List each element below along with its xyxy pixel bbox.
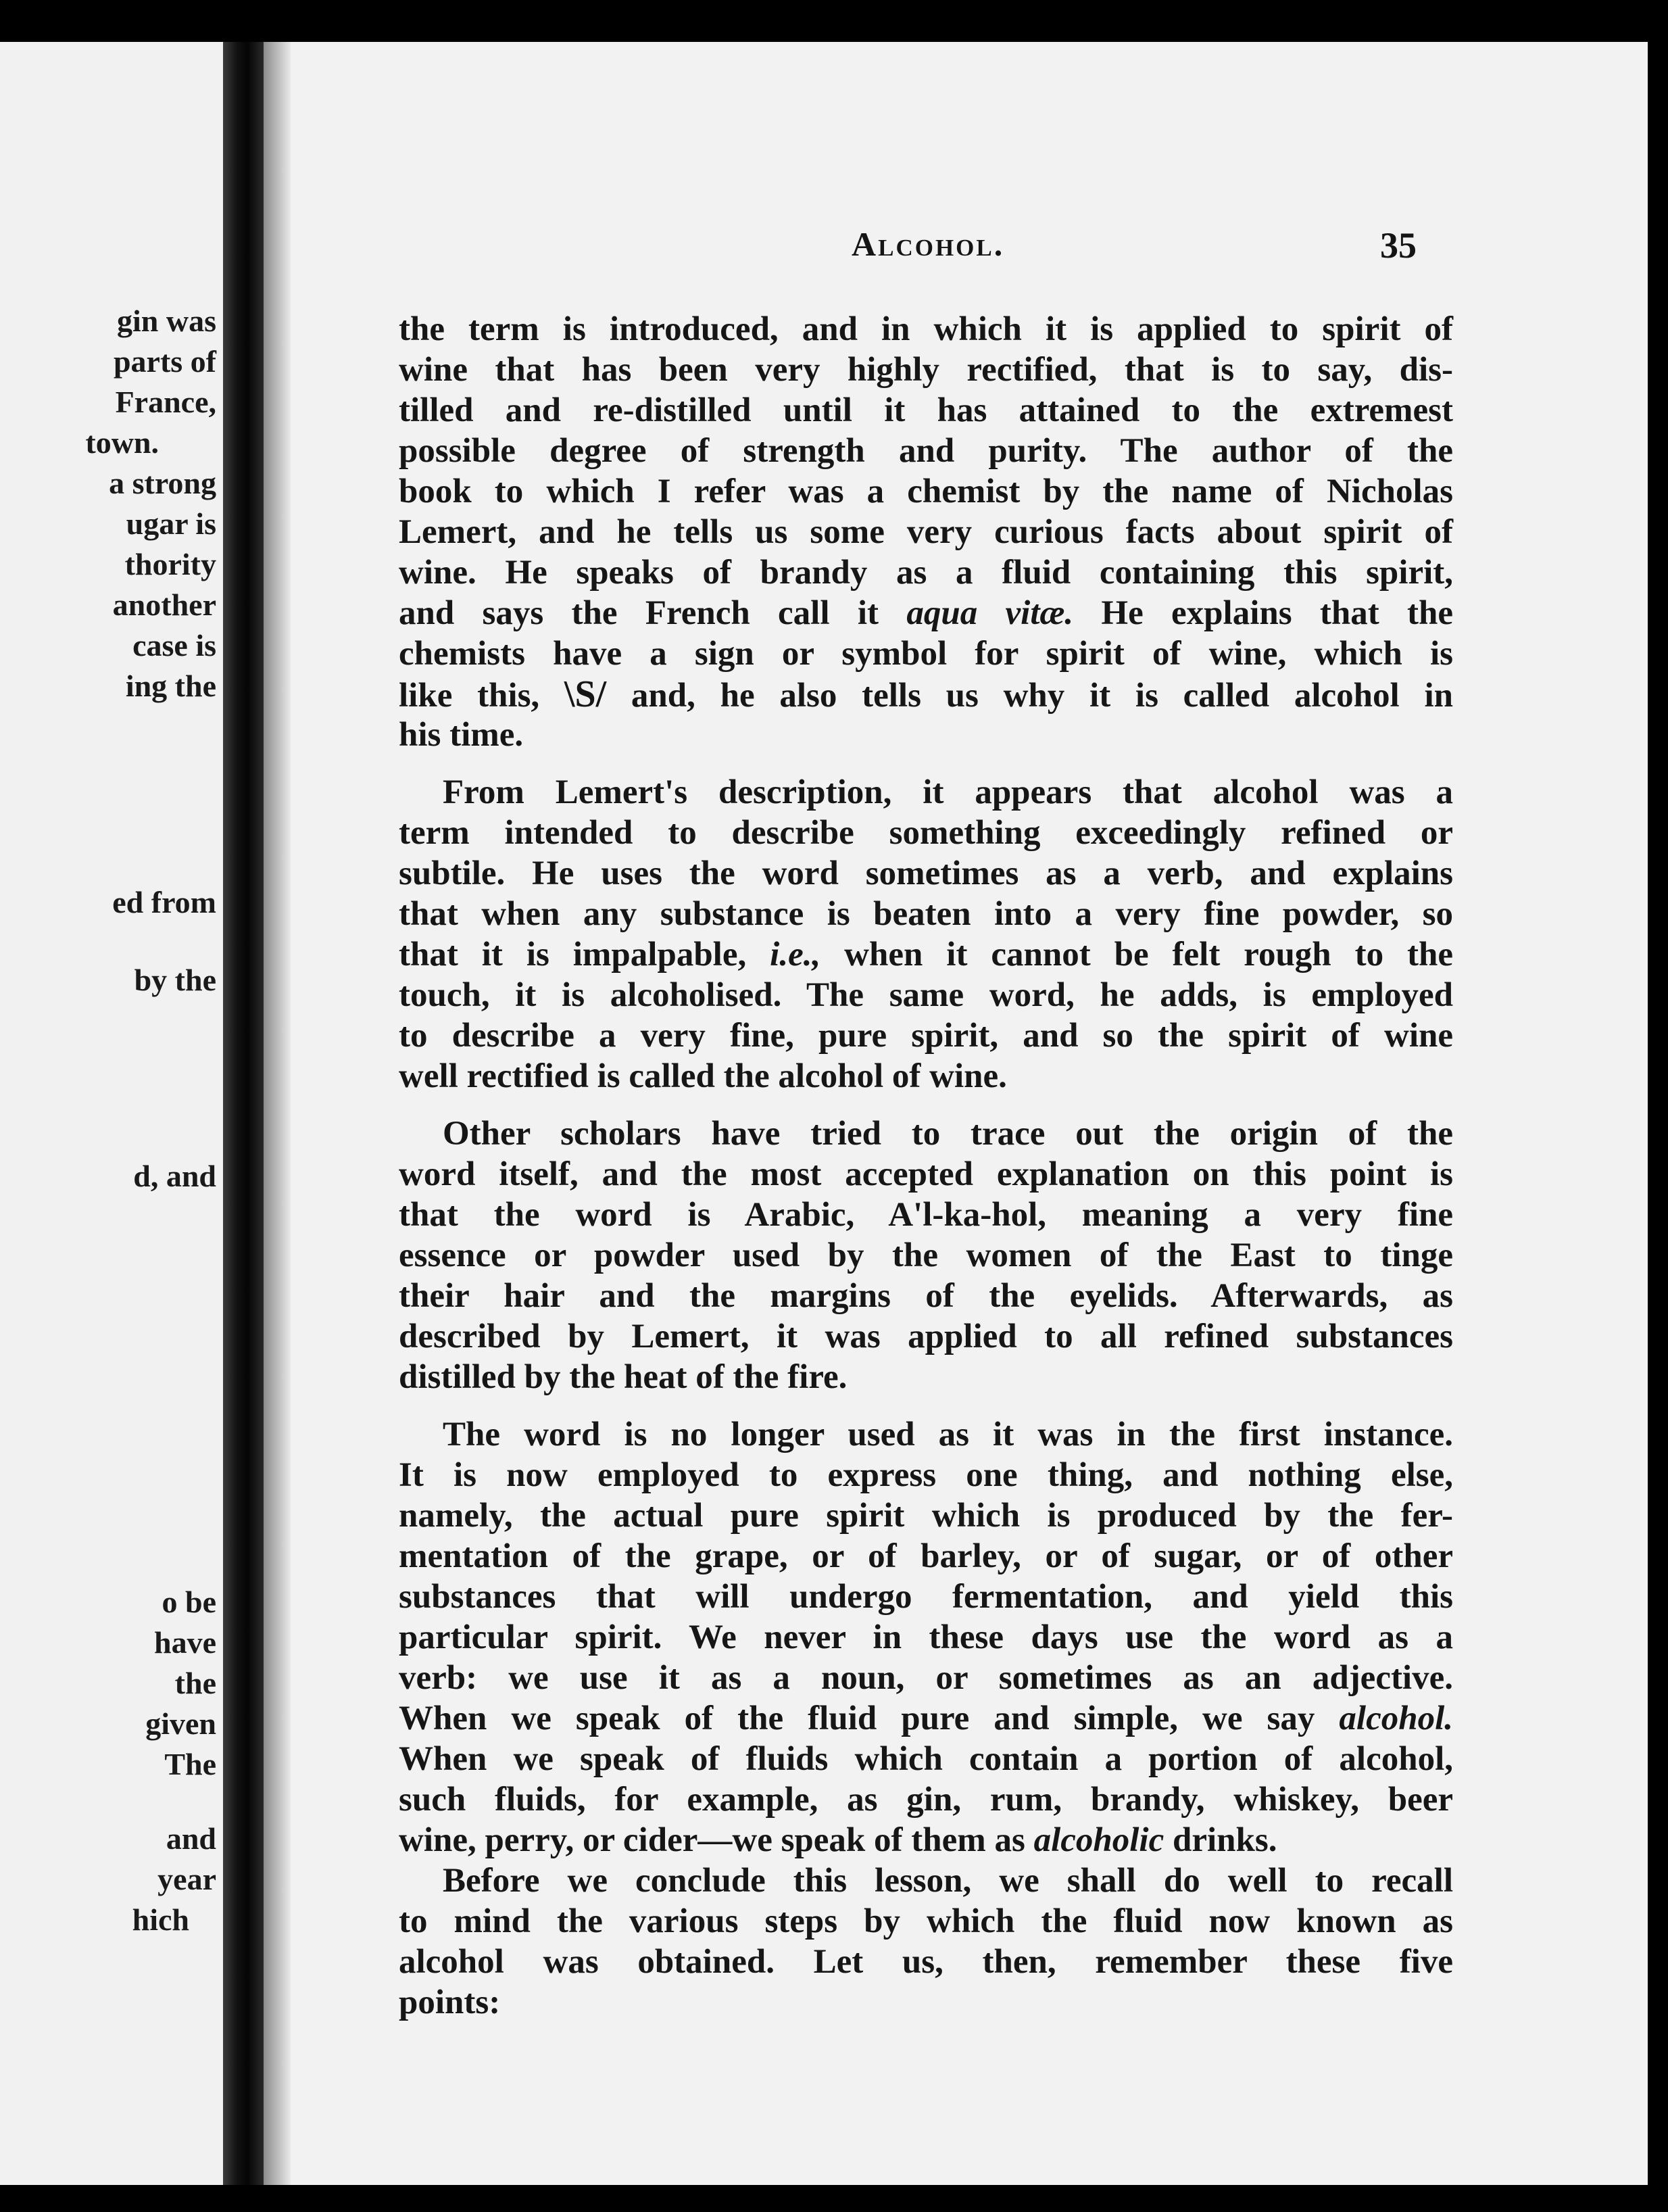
text-line: possible degree of strength and purity. The author of the: [399, 432, 1453, 470]
text-line: distilled by the heat of the fire.: [399, 1358, 848, 1396]
left-fragment: town.: [85, 425, 159, 460]
scan-border-right: [1648, 0, 1668, 2212]
text-line: the term is introduced, and in which it is applied to spirit of: [399, 310, 1453, 348]
left-fragment: ed from: [112, 885, 216, 919]
text-line: particular spirit. We never in these days use the word as a: [399, 1618, 1453, 1656]
text-line: The word is no longer used as it was in the first instance.: [443, 1416, 1453, 1453]
text-line: such fluids, for example, as gin, rum, brandy, whiskey, beer: [399, 1781, 1453, 1819]
running-head: Alcohol.: [852, 225, 1005, 263]
text-run: like this,: [399, 677, 540, 715]
left-fragment: France,: [115, 385, 216, 419]
text-line: subtile. He uses the word sometimes as a verb, and explains: [399, 855, 1453, 892]
text-run: He explains that the: [1101, 594, 1454, 632]
left-fragment: the: [174, 1666, 216, 1700]
left-fragment: d, and: [133, 1159, 216, 1193]
book-page: [291, 42, 1648, 2185]
text-line: to mind the various steps by which the fluid now known as: [399, 1902, 1453, 1940]
text-line: chemists have a sign or symbol for spirit of wine, which is: [399, 635, 1453, 673]
text-run: drinks.: [1173, 1821, 1277, 1859]
left-fragment: given: [145, 1706, 216, 1741]
text-line: [399, 1820, 1453, 1860]
text-line: described by Lemert, it was applied to all refined substances: [399, 1318, 1453, 1355]
book-gutter: [223, 42, 264, 2185]
text-run: that it is impalpable,: [399, 936, 747, 973]
text-line: that the word is Arabic, A'l-ka-hol, meaning a very fine: [399, 1196, 1453, 1234]
text-line: Before we conclude this lesson, we shall do well to recall: [443, 1862, 1453, 1900]
left-fragment: The: [164, 1747, 216, 1781]
left-fragment: a strong: [109, 466, 216, 500]
left-fragment: by the: [134, 963, 216, 997]
left-fragment: gin was: [117, 304, 216, 338]
text-run: and says the French call it: [399, 594, 879, 632]
left-fragment: have: [154, 1625, 216, 1660]
text-line: From Lemert's description, it appears that alcohol was a: [443, 773, 1453, 811]
italic-term: aqua vitæ.: [906, 594, 1074, 632]
text-line: touch, it is alcoholised. The same word, he adds, is employed: [399, 976, 1453, 1014]
text-line: term intended to describe something exceedingly refined or: [399, 814, 1453, 852]
text-line: essence or powder used by the women of the East to tinge: [399, 1236, 1453, 1274]
text-line: When we speak of fluids which contain a portion of alcohol,: [399, 1740, 1453, 1778]
left-fragment: o be: [162, 1585, 216, 1619]
text-line: Other scholars have tried to trace out the origin of the: [443, 1115, 1453, 1153]
text-line: [399, 1698, 1453, 1739]
text-run: when it cannot be felt rough to the: [844, 936, 1453, 973]
text-line: book to which I refer was a chemist by the name of Nicholas: [399, 473, 1453, 510]
left-fragment: ing the: [125, 669, 216, 703]
text-line: substances that will undergo fermentation, and yield this: [399, 1578, 1453, 1616]
text-line: [399, 674, 1453, 716]
previous-page-fragment: [0, 42, 223, 2185]
left-fragment: ugar is: [126, 506, 216, 541]
text-line: his time.: [399, 716, 524, 754]
scan-border-bottom: [0, 2185, 1668, 2212]
text-run: and, he also tells us why it is called alcohol in: [631, 677, 1453, 715]
text-line: [399, 934, 1453, 975]
text-line: to describe a very fine, pure spirit, and so the spirit of wine: [399, 1017, 1453, 1055]
text-line: their hair and the margins of the eyelids. Afterwards, as: [399, 1277, 1453, 1315]
text-line: namely, the actual pure spirit which is produced by the fer-: [399, 1497, 1453, 1535]
text-line: wine. He speaks of brandy as a fluid containing this spirit,: [399, 554, 1453, 592]
text-line: well rectified is called the alcohol of wine.: [399, 1057, 1007, 1095]
left-fragment: year: [157, 1862, 216, 1896]
left-fragment: case is: [132, 628, 216, 663]
text-line: mentation of the grape, or of barley, or of sugar, or of other: [399, 1537, 1453, 1575]
page-number: 35: [1380, 225, 1417, 266]
text-line: tilled and re-distilled until it has attained to the extremest: [399, 391, 1453, 429]
italic-term: alcohol.: [1339, 1700, 1453, 1737]
left-fragment: another: [112, 587, 216, 622]
left-fragment: and: [166, 1821, 216, 1856]
page-body: [291, 42, 1648, 2185]
text-line: verb: we use it as a noun, or sometimes as an adjective.: [399, 1659, 1453, 1697]
left-fragment: parts of: [113, 344, 216, 379]
scan-border-top: [0, 0, 1668, 42]
text-line: that when any substance is beaten into a very fine powder, so: [399, 895, 1453, 933]
left-fragment: thority: [124, 547, 216, 581]
left-fragment: hich: [132, 1902, 189, 1937]
text-line: [399, 593, 1453, 633]
text-line: wine that has been very highly rectified, that is to say, dis-: [399, 351, 1453, 389]
text-run: wine, perry, or cider—we speak of them as: [399, 1821, 1025, 1859]
italic-term: i.e.,: [770, 936, 821, 973]
text-line: Lemert, and he tells us some very curious facts about spirit of: [399, 513, 1453, 551]
text-line: word itself, and the most accepted explanation on this point is: [399, 1155, 1453, 1193]
page-edge-shadow: [264, 42, 291, 2185]
text-run: When we speak of the fluid pure and simple, we say: [399, 1700, 1315, 1737]
text-line: points:: [399, 1983, 501, 2021]
spirit-of-wine-symbol: \S/: [564, 673, 607, 715]
text-line: alcohol was obtained. Let us, then, remember these five: [399, 1943, 1453, 1981]
text-line: It is now employed to express one thing, and nothing else,: [399, 1456, 1453, 1494]
italic-term: alcoholic: [1033, 1821, 1164, 1859]
